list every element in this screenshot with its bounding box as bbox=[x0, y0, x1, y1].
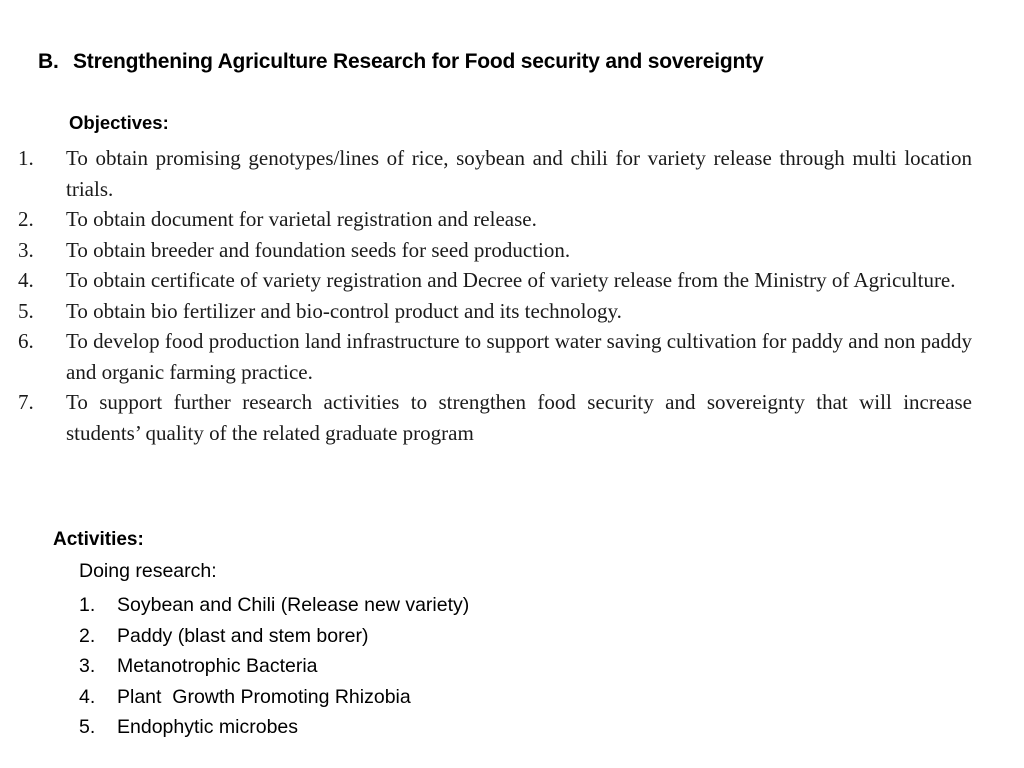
activity-item bbox=[79, 621, 469, 652]
objective-item bbox=[18, 143, 972, 204]
activity-text: Soybean and Chili (Release new variety) bbox=[117, 594, 470, 616]
activity-text: Plant Growth Promoting Rhizobia bbox=[117, 685, 411, 708]
section-letter: B. bbox=[38, 50, 59, 73]
activities-list bbox=[79, 590, 469, 743]
objective-number: 4. bbox=[18, 268, 34, 292]
activity-item bbox=[79, 712, 469, 743]
objective-item bbox=[18, 235, 972, 266]
activity-text: Paddy (blast and stem borer) bbox=[117, 624, 369, 647]
objective-number: 2. bbox=[18, 207, 34, 231]
activity-number: 3. bbox=[79, 655, 96, 678]
objective-text: To obtain document for varietal registration and release. bbox=[66, 207, 537, 231]
objective-text: To support further research activities to strengthen food security and sovereignty that will increase students’ quality of the related graduate program bbox=[66, 390, 972, 445]
activity-text: Endophytic microbes bbox=[117, 716, 299, 739]
objective-item bbox=[18, 387, 972, 448]
objective-number: 3. bbox=[18, 237, 34, 262]
objective-number: 5. bbox=[18, 298, 34, 323]
objectives-heading: Objectives: bbox=[69, 112, 169, 133]
objective-number: 7. bbox=[18, 390, 34, 414]
activity-number: 1. bbox=[79, 594, 96, 616]
activity-item bbox=[79, 682, 469, 713]
objective-text: To develop food production land infrastructure to support water saving cultivation for paddy and non paddy and organic farming practice. bbox=[66, 329, 972, 384]
activity-number: 2. bbox=[79, 624, 96, 647]
objective-item bbox=[18, 326, 972, 387]
activity-item bbox=[79, 590, 469, 621]
objective-text: To obtain promising genotypes/lines of rice, soybean and chili for variety release through multi location trials. bbox=[66, 146, 972, 201]
objective-number: 1. bbox=[18, 146, 34, 170]
activity-number: 4. bbox=[79, 685, 96, 708]
slide-title bbox=[38, 50, 763, 74]
objective-text: To obtain certificate of variety registration and Decree of variety release from the Ministry of Agriculture. bbox=[66, 268, 956, 292]
activity-number: 5. bbox=[79, 716, 96, 739]
objective-item bbox=[18, 204, 972, 235]
objectives-list bbox=[18, 143, 972, 448]
objective-item bbox=[18, 265, 972, 296]
title-text: Strengthening Agriculture Research for Food security and sovereignty bbox=[73, 50, 764, 73]
objective-number: 6. bbox=[18, 329, 34, 353]
activities-intro: Doing research: bbox=[79, 560, 217, 582]
objective-text: To obtain bio fertilizer and bio-control product and its technology. bbox=[66, 298, 622, 323]
objective-text: To obtain breeder and foundation seeds for seed production. bbox=[66, 237, 571, 262]
activity-text: Metanotrophic Bacteria bbox=[117, 655, 318, 678]
activities-heading: Activities: bbox=[53, 529, 144, 550]
objective-item bbox=[18, 296, 972, 327]
activity-item bbox=[79, 651, 469, 682]
